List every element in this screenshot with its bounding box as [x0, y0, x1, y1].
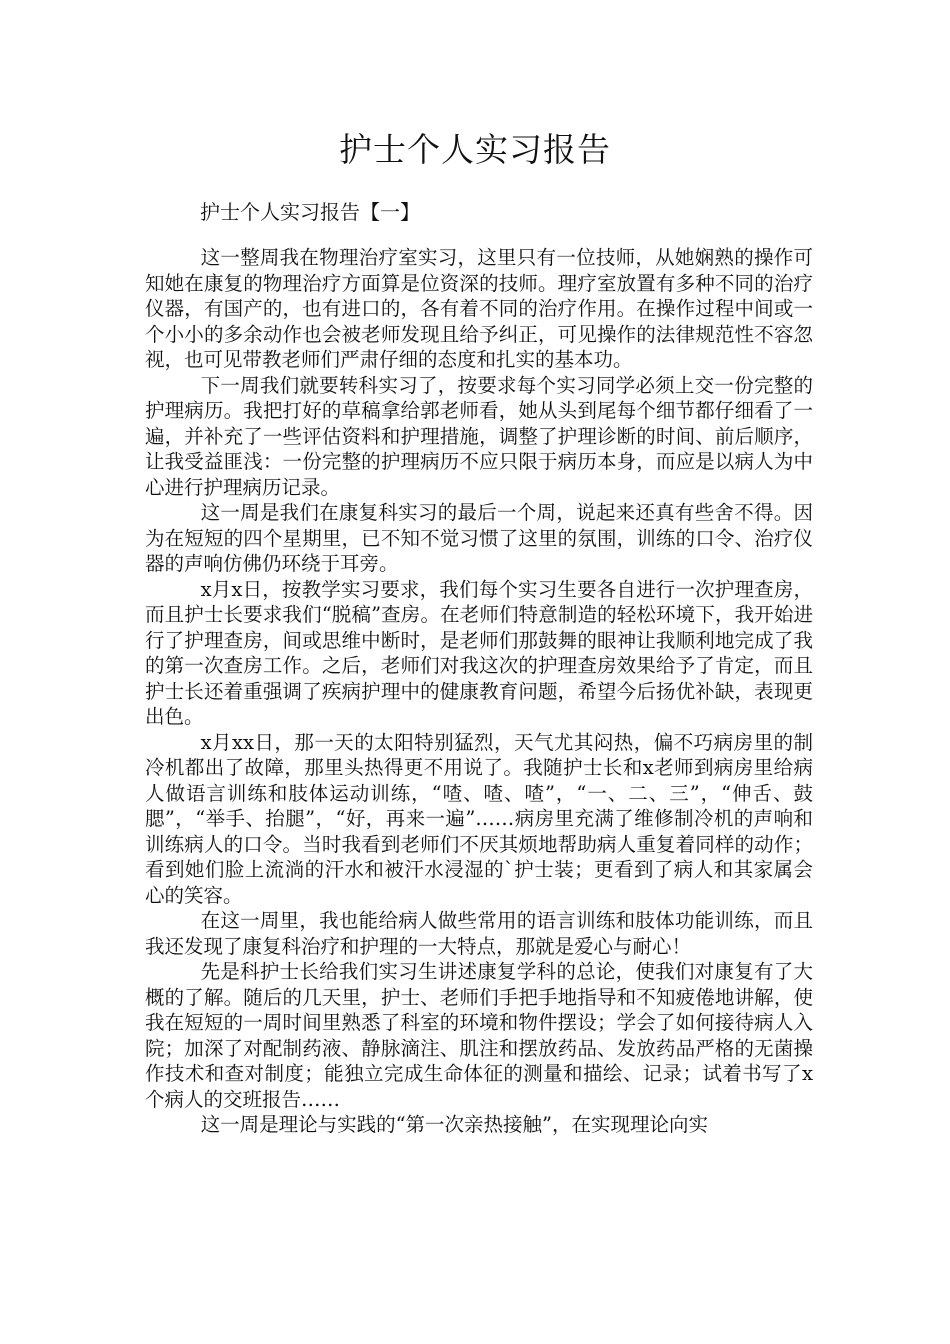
- paragraph: 这一周是理论与实践的“第一次亲热接触”，在实现理论向实: [200, 1113, 709, 1136]
- paragraph: 下一周我们就要转科实习了，按要求每个实习同学必须上交一份完整的护理病历。我把打好的草稿拿给郭老师看，她从头到尾每个细节都仔细看了一遍，并补充了一些评估资料和护理措施，调整了护理诊断的时间、前后顺序，让我受益匪浅：一份完整的护理病历不应只限于病历本身，而应是以病人为中心进行护理病历记录。: [145, 373, 813, 499]
- paragraph: x月xx日，那一天的太阳特别猛烈，天气尤其闷热，偏不巧病房里的制冷机都出了故障，那里头热得更不用说了。我随护士长和x老师到病房里给病人做语言训练和肢体运动训练，“喳、喳、喳”，“一、二、三”，“伸舌、鼓腮”，“举手、抬腿”，“好，再来一遍”……病房里充满了维修制冷机的声响和训练病人的口令。当时我看到老师们不厌其烦地帮助病人重复着同样的动作；看到她们脸上流淌的汗水和被汗水浸湿的`护士装；更看到了病人和其家属会心的笑容。: [145, 730, 813, 907]
- paragraph: 先是科护士长给我们实习生讲述康复学科的总论，使我们对康复有了大概的了解。随后的几天里，护士、老师们手把手地指导和不知疲倦地讲解，使我在短短的一周时间里熟悉了科室的环境和物件摆设；学会了如何接待病人入院；加深了对配制药液、静脉滴注、肌注和摆放药品、发放药品严格的无菌操作技术和查对制度；能独立完成生命体征的测量和描绘、记录；试着书写了x个病人的交班报告……: [145, 960, 813, 1111]
- paragraph: x月x日，按教学实习要求，我们每个实习生要各自进行一次护理查房，而且护士长要求我们“脱稿”查房。在老师们特意制造的轻松环境下，我开始进行了护理查房，间或思维中断时，是老师们那鼓舞的眼神让我顺利地完成了我的第一次查房工作。之后，老师们对我这次的护理查房效果给予了肯定，而且护士长还着重强调了疾病护理中的健康教育问题，希望今后扬优补缺，表现更出色。: [145, 577, 813, 728]
- paragraph: 在这一周里，我也能给病人做些常用的语言训练和肢体功能训练，而且我还发现了康复科治疗和护理的一大特点，那就是爱心与耐心！: [145, 909, 813, 958]
- paragraph: 这一周是我们在康复科实习的最后一个周，说起来还真有些舍不得。因为在短短的四个星期里，已不知不觉习惯了这里的氛围，训练的口令、治疗仪器的声响仿佛仍环绕于耳旁。: [145, 501, 813, 575]
- section-heading: 护士个人实习报告【一】: [200, 200, 420, 224]
- document-title: 护士个人实习报告: [339, 130, 611, 169]
- paragraph: 这一整周我在物理治疗室实习，这里只有一位技师，从她娴熟的操作可知她在康复的物理治疗方面算是位资深的技师。理疗室放置有多种不同的治疗仪器，有国产的，也有进口的，各有着不同的治疗作用。在操作过程中间或一个小小的多余动作也会被老师发现且给予纠正，可见操作的法律规范性不容忽视，也可见带教老师们严肃仔细的态度和扎实的基本功。: [145, 246, 813, 371]
- document-body: [145, 245, 813, 1138]
